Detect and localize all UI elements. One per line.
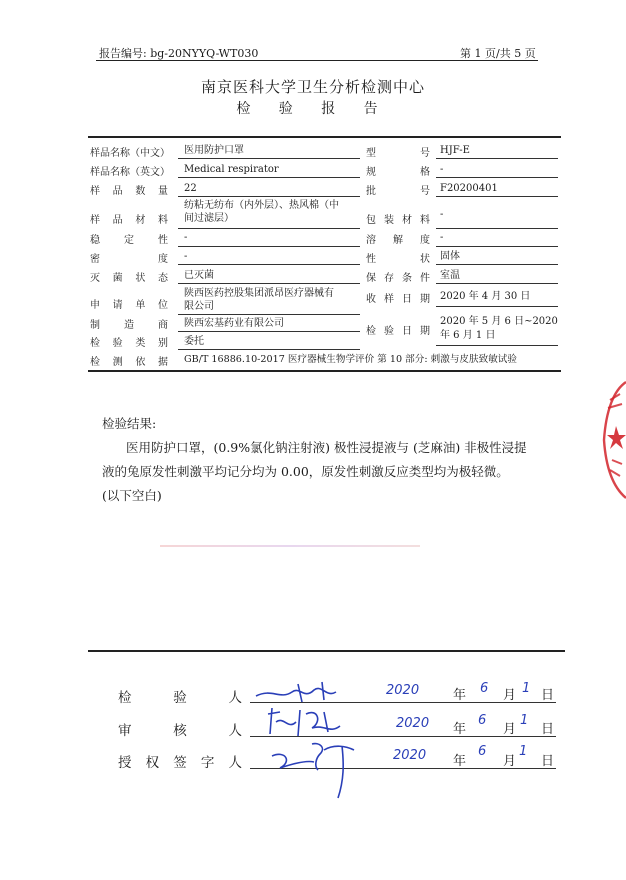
inspector-day-unit: 日: [541, 688, 555, 703]
reviewer-year-unit: 年: [453, 722, 467, 737]
inspector-day: 1: [522, 681, 531, 696]
state-value: 固体: [440, 251, 460, 262]
package-value: -: [440, 209, 444, 220]
stability-label: 稳 定 性: [90, 235, 168, 246]
spec-label: 规 格: [366, 167, 430, 178]
model-value: HJF-E: [440, 145, 470, 156]
org-title: 南京医科大学卫生分析检测中心: [200, 78, 425, 96]
result-heading: 检验结果:: [102, 416, 157, 431]
applicant-label: 申请单位: [90, 300, 168, 311]
approver-signature: [262, 738, 382, 808]
approver-month-unit: 月: [503, 754, 517, 769]
inspector-label: 检 验 人: [118, 690, 242, 706]
reviewer-month-unit: 月: [503, 722, 517, 737]
basis-value: GB/T 16886.10-2017 医疗器械生物学评价 第 10 部分: 刺激与皮肤致敏试验: [184, 354, 517, 365]
table-top-rule: [88, 136, 561, 138]
approver-year: 2020: [393, 748, 427, 763]
cn-name-value: 医用防护口罩: [184, 145, 244, 156]
spec-value: -: [440, 164, 444, 175]
doc-title: 检 验 报 告: [236, 101, 390, 117]
inspector-signature: [252, 678, 362, 706]
category-value: 委托: [184, 336, 204, 347]
approver-year-unit: 年: [453, 754, 467, 769]
sterile-label: 灭菌状态: [90, 273, 168, 284]
reviewer-signature: [262, 704, 362, 740]
stability-value: -: [184, 232, 188, 243]
en-name-value: Medical respirator: [184, 164, 279, 175]
en-name-label: 样品名称（英文）: [90, 167, 170, 178]
material-value-2: 间过滤层）: [184, 213, 234, 224]
report-number: 报告编号: bg-20NYYQ-WT030: [99, 47, 259, 60]
maker-value: 陕西宏基药业有限公司: [184, 318, 284, 329]
basis-label: 检测依据: [90, 357, 168, 368]
applicant-value-2: 限公司: [184, 301, 214, 312]
storage-value: 室温: [440, 270, 460, 281]
state-label: 性 状: [366, 254, 430, 265]
signature-top-rule: [88, 650, 565, 652]
solubility-label: 溶 解 度: [366, 235, 430, 246]
red-seal-stamp: [596, 380, 626, 500]
result-line-1: 医用防护口罩，(0.9%氯化钠注射液) 极性浸提液与 (芝麻油) 非极性浸提: [126, 440, 527, 455]
reviewer-label: 审 核 人: [118, 723, 242, 739]
inspector-month-unit: 月: [503, 688, 517, 703]
result-blank-note: (以下空白): [102, 488, 162, 503]
applicant-value-1: 陕西医药控股集团派昂医疗器械有: [184, 288, 334, 299]
approver-month: 6: [478, 744, 487, 759]
approver-day-unit: 日: [541, 754, 555, 769]
receive-value: 2020 年 4 月 30 日: [440, 291, 531, 302]
package-label: 包装材料: [366, 215, 430, 226]
qty-label: 样品数量: [90, 186, 168, 197]
cn-name-label: 样品名称（中文）: [90, 148, 170, 159]
maker-label: 制 造 商: [90, 320, 168, 331]
approver-day: 1: [519, 744, 528, 759]
solubility-value: -: [440, 232, 444, 243]
header-rule: [96, 60, 538, 61]
test-date-value-2: 年 6 月 1 日: [440, 330, 496, 341]
reviewer-day-unit: 日: [541, 722, 555, 737]
model-label: 型 号: [366, 148, 430, 159]
inspector-year: 2020: [386, 683, 420, 698]
density-label: 密 度: [90, 254, 168, 265]
batch-value: F20200401: [440, 183, 498, 194]
batch-label: 批 号: [366, 186, 430, 197]
inspector-month: 6: [480, 681, 489, 696]
receive-label: 收样日期: [366, 294, 430, 305]
storage-label: 保存条件: [366, 273, 430, 284]
test-date-value-1: 2020 年 5 月 6 日~2020: [440, 316, 558, 327]
material-label: 样品材料: [90, 215, 168, 226]
sterile-value: 已灭菌: [184, 270, 214, 281]
material-value-1: 纺粘无纺布（内外层）、热风棉（中: [184, 200, 339, 211]
inspector-year-unit: 年: [453, 688, 467, 703]
approver-label: 授权签字人: [118, 755, 242, 771]
category-label: 检验类别: [90, 338, 168, 349]
reviewer-day: 1: [520, 713, 529, 728]
test-date-label: 检验日期: [366, 326, 430, 337]
reviewer-year: 2020: [396, 716, 430, 731]
reviewer-month: 6: [478, 713, 487, 728]
density-value: -: [184, 251, 188, 262]
qty-value: 22: [184, 183, 197, 194]
result-line-2: 液的兔原发性刺激平均记分均为 0.00，原发性刺激反应类型均为极轻微。: [102, 464, 509, 479]
table-bottom-rule: [88, 370, 561, 372]
page-number: 第 1 页/共 5 页: [460, 47, 536, 60]
scan-artifact: [160, 545, 420, 547]
